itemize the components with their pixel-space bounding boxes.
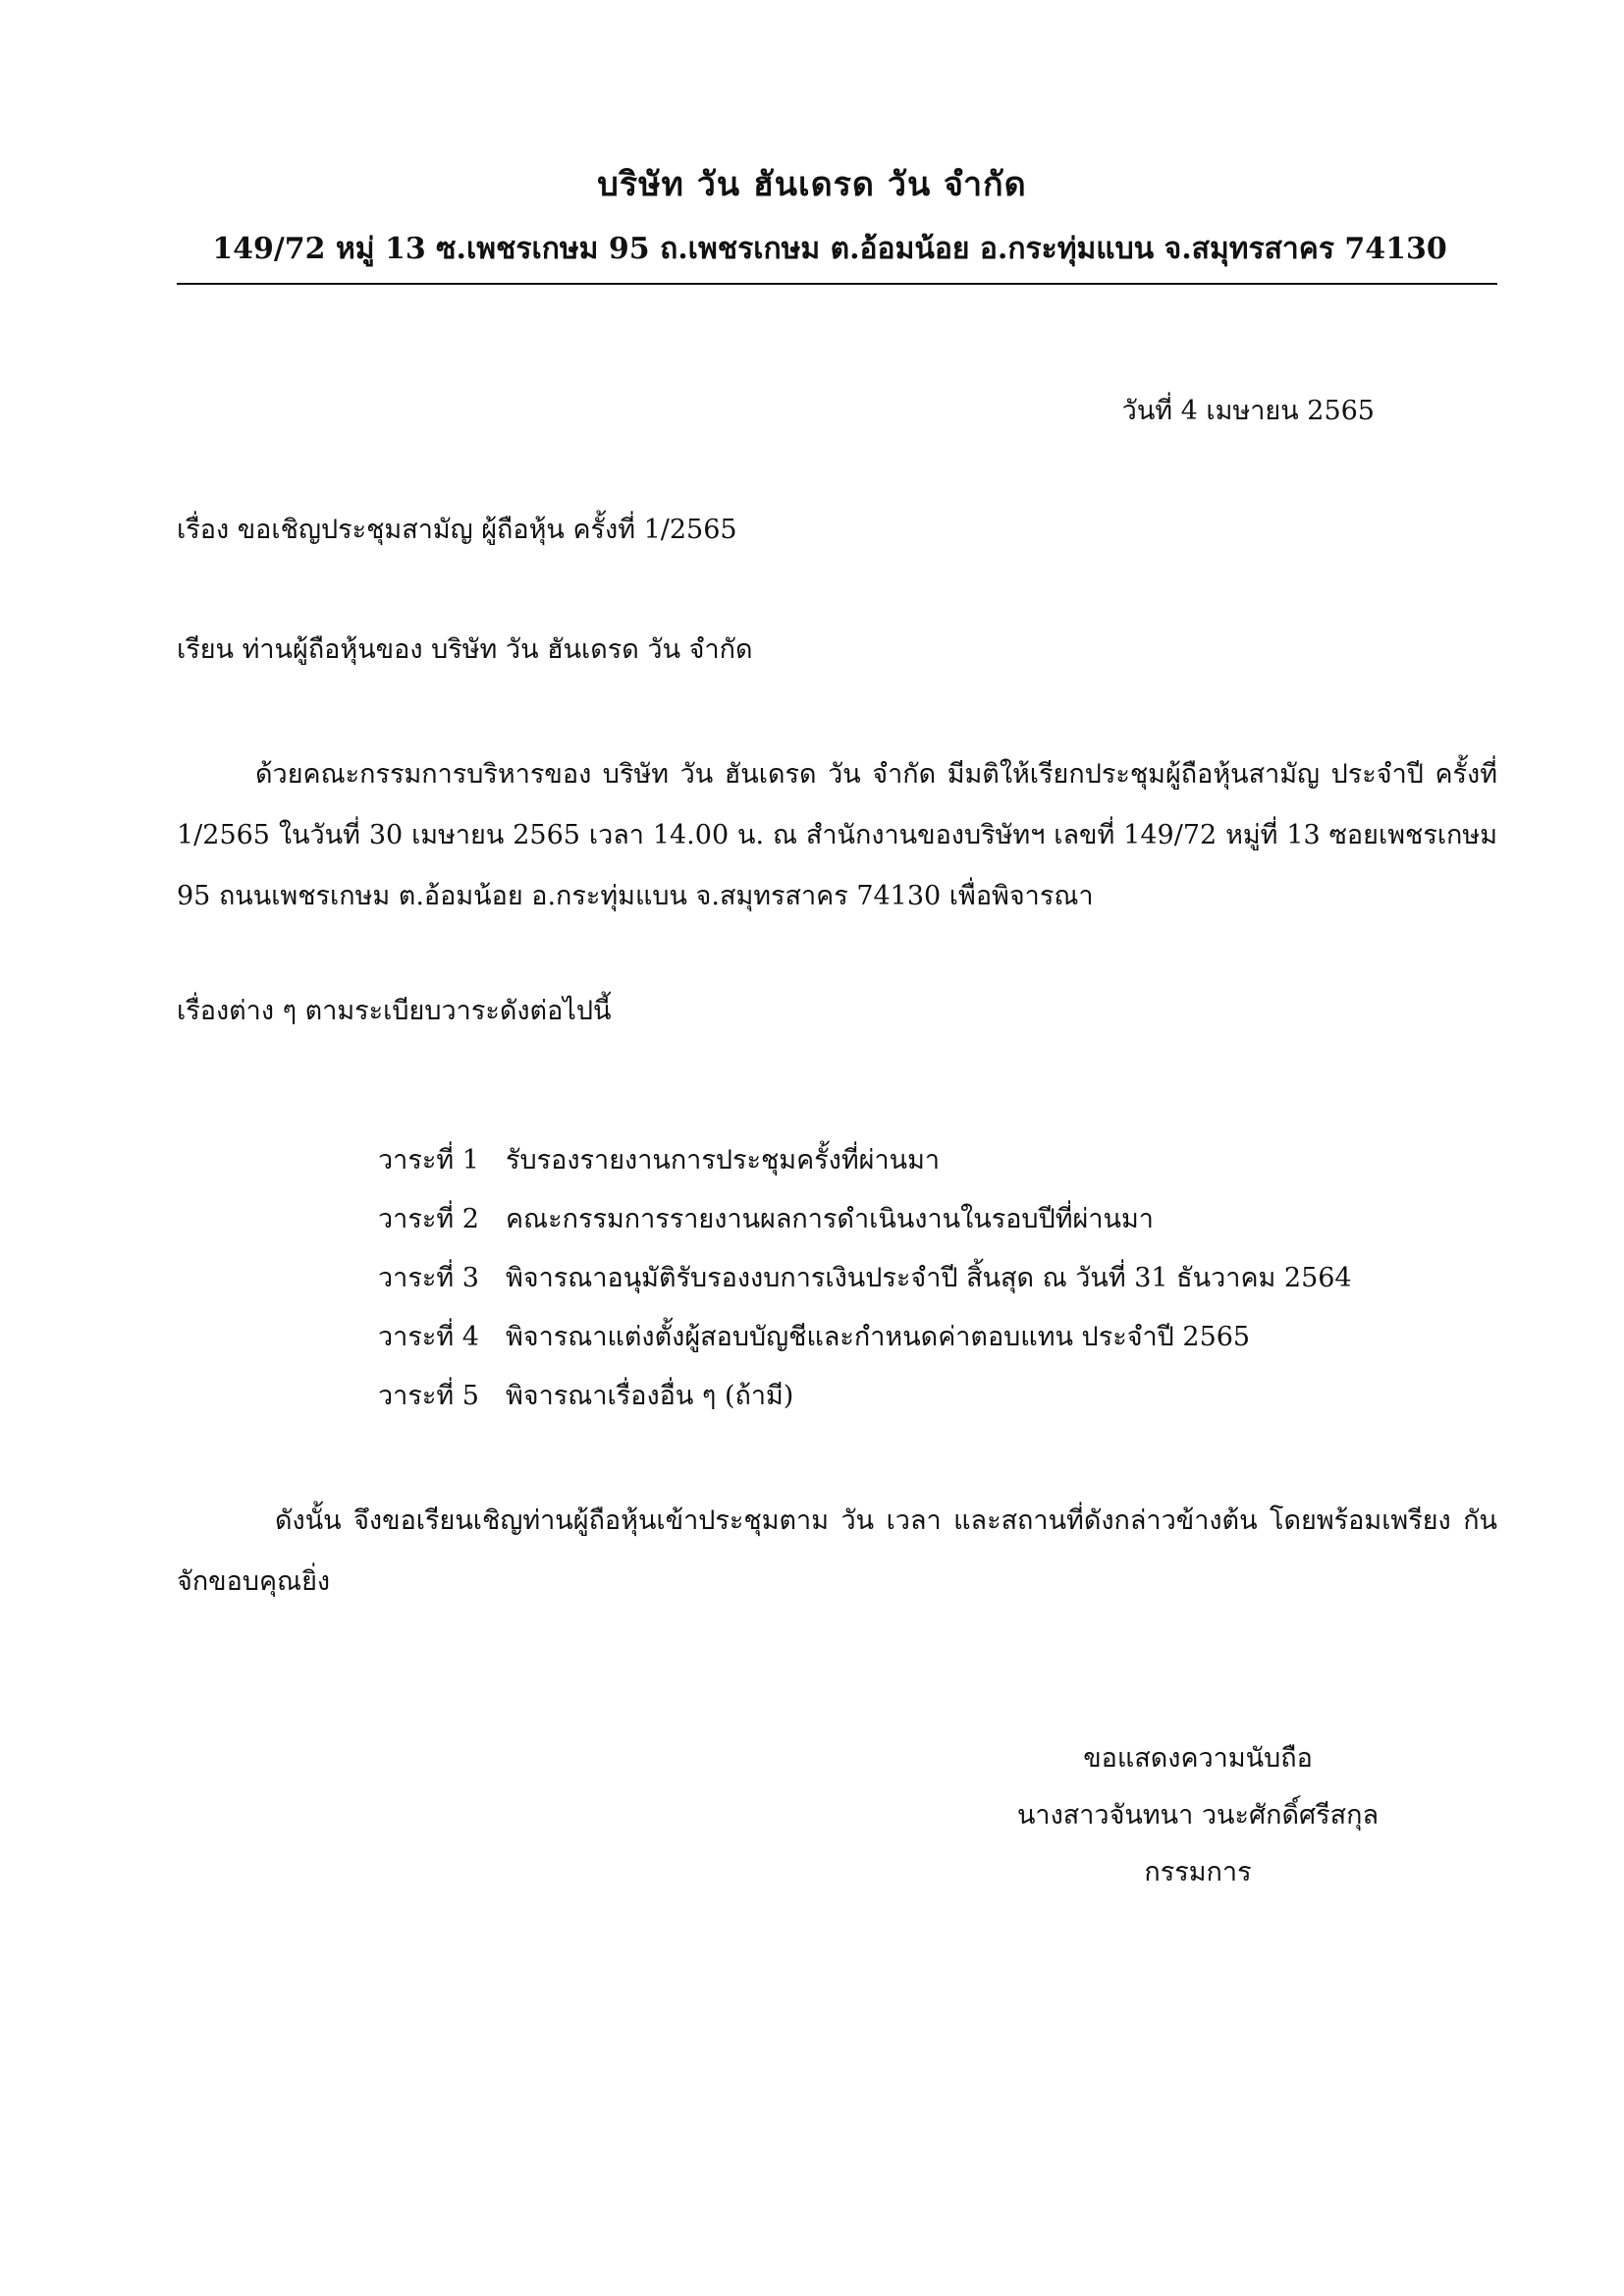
agenda-item-text: พิจารณาแต่งตั้งผู้สอบบัญชีและกำหนดค่าตอบแทน ประจำปี 2565 bbox=[506, 1321, 1251, 1352]
agenda-item-text: คณะกรรมการรายงานผลการดำเนินงานในรอบปีที่ผ่านมา bbox=[506, 1203, 1154, 1234]
agenda-item-number: วาระที่ 1 bbox=[378, 1144, 479, 1175]
company-name: บริษัท วัน ฮันเดรด วัน จำกัด bbox=[597, 165, 1027, 204]
agenda-item-number: วาระที่ 2 bbox=[378, 1203, 479, 1234]
header-divider bbox=[177, 283, 1497, 285]
agenda-item-number: วาระที่ 5 bbox=[378, 1380, 479, 1411]
agenda-item-text: พิจารณาอนุมัติรับรองงบการเงินประจำปี สิ้นสุด ณ วันที่ 31 ธันวาคม 2564 bbox=[506, 1262, 1352, 1293]
agenda-item bbox=[378, 1188, 1458, 1247]
signatory-name: นางสาวจันทนา วนะศักดิ์ศรีสกุล bbox=[1016, 1800, 1380, 1831]
letter-paragraph-closing: ดังนั้น จึงขอเรียนเชิญท่านผู้ถือหุ้นเข้าประชุมตาม วัน เวลา และสถานที่ดังกล่าวข้างต้น โดยพร้อมเพรียง กันจักขอบคุณยิ่ง bbox=[177, 1505, 1497, 1597]
signatory-position: กรรมการ bbox=[1144, 1857, 1252, 1887]
signature-regards: ขอแสดงความนับถือ bbox=[1083, 1743, 1313, 1774]
letter-salutation: เรียน ท่านผู้ถือหุ้นของ บริษัท วัน ฮันเดรด วัน จำกัด bbox=[177, 634, 753, 665]
agenda-list bbox=[378, 1129, 1458, 1424]
agenda-item-number: วาระที่ 4 bbox=[378, 1321, 479, 1352]
agenda-item-text: พิจารณาเรื่องอื่น ๆ (ถ้ามี) bbox=[506, 1380, 794, 1411]
letter-date: วันที่ 4 เมษายน 2565 bbox=[1121, 396, 1375, 426]
agenda-item bbox=[378, 1129, 1458, 1188]
company-address: 149/72 หมู่ 13 ซ.เพชรเกษม 95 ถ.เพชรเกษม ต.อ้อมน้อย อ.กระทุ่มแบน จ.สมุทรสาคร 74130 bbox=[212, 232, 1447, 266]
signature-block bbox=[943, 1730, 1453, 1901]
letter-paragraph-lead: เรื่องต่าง ๆ ตามระเบียบวาระดังต่อไปนี้ bbox=[177, 996, 612, 1026]
agenda-item bbox=[378, 1365, 1458, 1424]
letter-subject: เรื่อง ขอเชิญประชุมสามัญ ผู้ถือหุ้น ครั้งที่ 1/2565 bbox=[177, 515, 737, 545]
agenda-item bbox=[378, 1306, 1458, 1365]
agenda-item bbox=[378, 1247, 1458, 1306]
letter-paragraph-intro: ด้วยคณะกรรมการบริหารของ บริษัท วัน ฮันเดรด วัน จำกัด มีมติให้เรียกประชุมผู้ถือหุ้นสามัญ ประจำปี ครั้งที่ 1/2565 ในวันที่ 30 เมษายน 2565 เวลา 14.00 น. ณ สำนักงานของบริษัทฯ เลขที่ 149/72 หมู่ที่ 13 ซอยเพชรเกษม 95 ถนนเพชรเกษม ต.อ้อมน้อย อ.กระทุ่มแบน จ.สมุทรสาคร 74130 เพื่อพิจารณา bbox=[177, 759, 1497, 911]
agenda-item-text: รับรองรายงานการประชุมครั้งที่ผ่านมา bbox=[506, 1144, 941, 1175]
agenda-item-number: วาระที่ 3 bbox=[378, 1262, 479, 1293]
